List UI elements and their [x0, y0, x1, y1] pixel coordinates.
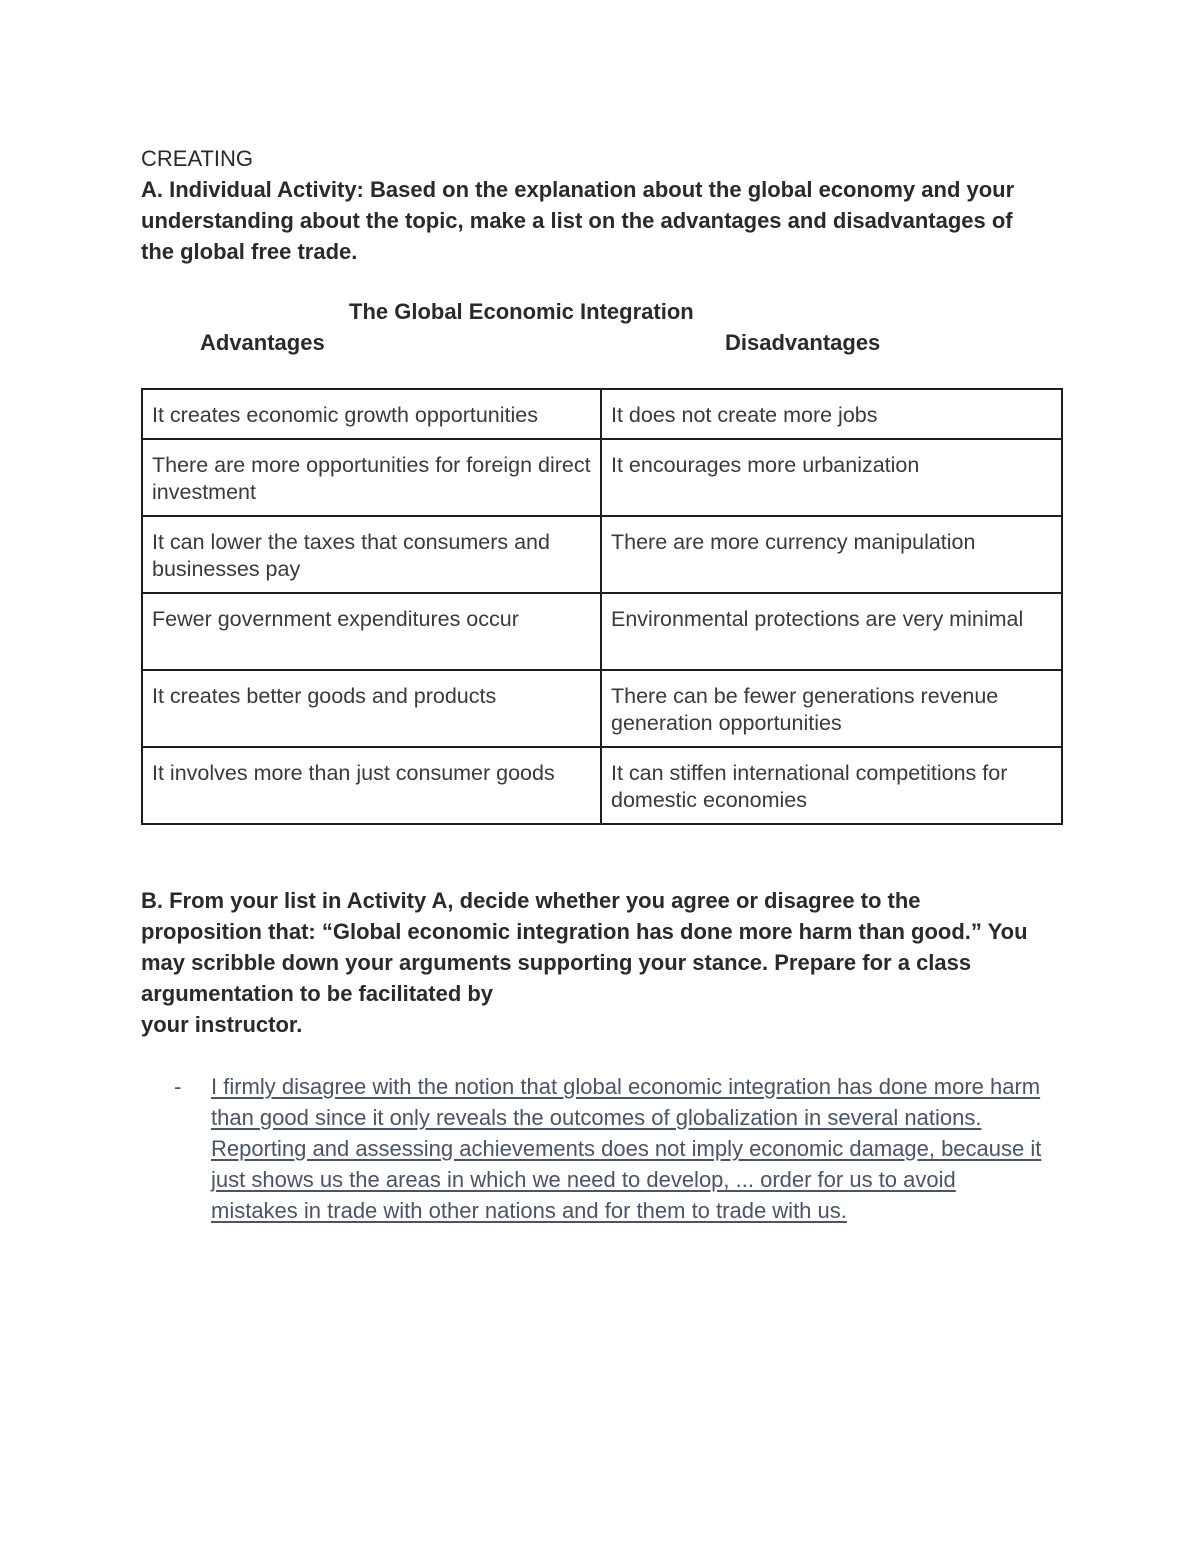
answer-bullet: -	[174, 1074, 182, 1099]
table-title: The Global Economic Integration	[349, 299, 694, 324]
activity-b-instructions	[141, 885, 1041, 1040]
table-row	[142, 516, 1062, 593]
advantage-cell: It creates better goods and products	[142, 670, 601, 747]
advantages-column-header: Advantages	[200, 330, 325, 355]
section-heading: CREATING	[141, 146, 254, 171]
advantage-cell: It involves more than just consumer goods	[142, 747, 601, 824]
table-row	[142, 439, 1062, 516]
disadvantages-column-header: Disadvantages	[725, 330, 881, 355]
table-row	[142, 747, 1062, 824]
table-row	[142, 593, 1062, 670]
advantage-cell: There are more opportunities for foreign direct investment	[142, 439, 601, 516]
answer-text: I firmly disagree with the notion that global economic integration has done more harm than good since it only reveals the outcomes of globalization in several nations. Reporting and assessing achievements does not imply economic damage, because it just shows us the areas in which we need to develop, ... order for us to avoid mistakes in trade with other nations and for them to trade with us.	[211, 1074, 1042, 1223]
activity-a-instructions: A. Individual Activity: Based on the explanation about the global economy and your understanding about the topic, make a list on the advantages and disadvantages of the global free trade.	[141, 177, 1015, 264]
disadvantage-cell: It encourages more urbanization	[601, 439, 1062, 516]
activity-b-instructions-main: B. From your list in Activity A, decide whether you agree or disagree to the proposition that: “Global economic integration has done more harm than good.” You may scribble down your arguments supporting your stance. Prepare for a class argumentation to be facilitated by	[141, 888, 1028, 1006]
table-row	[142, 670, 1062, 747]
activity-b-instructions-tail: your instructor.	[141, 1012, 303, 1037]
advantage-cell: Fewer government expenditures occur	[142, 593, 601, 670]
disadvantage-cell: There are more currency manipulation	[601, 516, 1062, 593]
disadvantage-cell: It does not create more jobs	[601, 389, 1062, 439]
advantage-cell: It can lower the taxes that consumers and businesses pay	[142, 516, 601, 593]
advantages-disadvantages-table	[141, 388, 1063, 825]
advantage-cell: It creates economic growth opportunities	[142, 389, 601, 439]
disadvantage-cell: Environmental protections are very minimal	[601, 593, 1062, 670]
disadvantage-cell: There can be fewer generations revenue generation opportunities	[601, 670, 1062, 747]
table-row	[142, 389, 1062, 439]
disadvantage-cell: It can stiffen international competitions for domestic economies	[601, 747, 1062, 824]
